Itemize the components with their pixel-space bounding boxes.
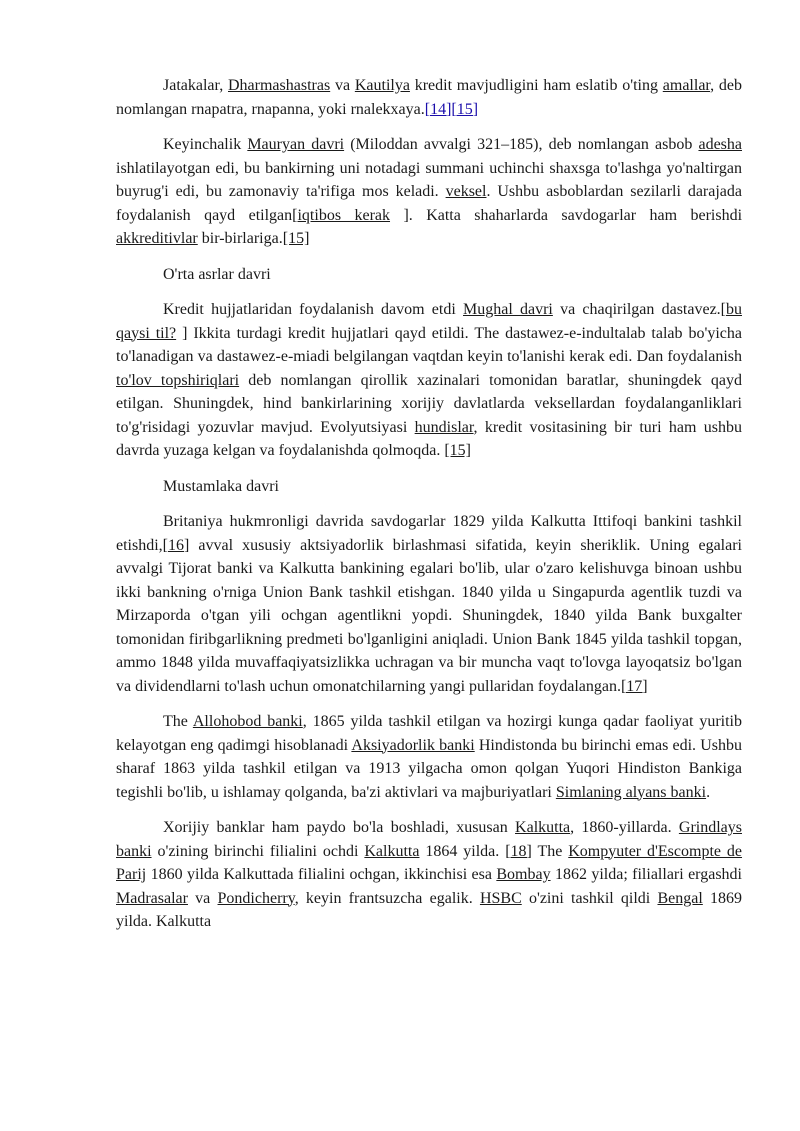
wiki-link[interactable]: [15] — [282, 230, 310, 247]
text-run: kredit mavjudligini ham eslatib o'ting — [409, 77, 663, 94]
wiki-link[interactable]: Allohobod banki — [192, 713, 303, 730]
text-run: O'rta asrlar davri — [163, 265, 271, 283]
body-paragraph — [116, 298, 742, 463]
text-run: o'zining birinchi filialini ochdi — [151, 842, 365, 860]
body-paragraph — [116, 816, 742, 934]
wiki-link[interactable]: Madrasalar — [116, 889, 188, 907]
text-run: ]. Katta shaharlarda savdogarlar ham berishdi — [390, 206, 743, 224]
wiki-link[interactable]: Bombay — [496, 866, 551, 883]
text-run: , deb nomlangan rnapatra, rnapanna, yoki rnalekxaya. — [116, 77, 742, 118]
text-run: avval xususiy aktsiyadorlik birlashmasi sifatida, keyin sheriklik. Uning egalari avvalgi Tijorat banki va Kalkutta bankining egalari bo'lib, ular o'zaro kelishuvga binoan ushbu ikki bankning o'rniga Union Bank tashkil etishgan. 1840 yilda u Singapurda agentlik tuzdi va Mirzaporda o'tgan yili ochgan agentlikni yopdi. Shuningdek, 1840 yilda Bank buxgalter tomonidan firibgarlikning predmeti bo'lganligini aniqladi. Union Bank 1845 yilda tashkil topgan, ammo 1848 yilda muvaffaqiyatsizlikka uchragan va bir muncha vaqt to'lovga layoqatsiz bo'lgan va dividendlarni to'lash uchun omonatchilarning yangi pullaridan foydalangan. — [116, 536, 742, 695]
text-run: 1869 yilda. Kalkutta — [116, 889, 743, 930]
text-run: The — [531, 842, 569, 860]
wiki-link[interactable]: hundislar — [414, 418, 474, 436]
wiki-link[interactable]: Pondicherry — [217, 889, 295, 907]
text-run: Hindistonda bu birinchi emas edi. Ushbu sharaf 1863 yilda tashkil etilgan va 1913 yilgacha omon qolgan Yuqori Hindiston Bankiga tegishli bo'lib, u ishlamay qolganda, ba'zi aktivlari va majburiyatlari — [116, 736, 743, 801]
section-heading — [116, 263, 742, 287]
wiki-link[interactable]: Kautilya — [354, 77, 410, 94]
text-run: va — [330, 77, 355, 94]
text-run: , 1860-yillarda. — [570, 819, 679, 836]
wiki-link[interactable]: adesha — [698, 136, 742, 153]
wiki-link[interactable]: [18] — [505, 842, 532, 860]
wiki-link[interactable]: HSBC — [479, 889, 522, 907]
text-run: 1864 yilda. — [419, 842, 506, 860]
text-run: The — [163, 713, 193, 730]
wiki-link[interactable]: Grindlays banki — [116, 819, 742, 860]
text-run: deb nomlangan qirollik xazinalari tomonidan baratlar, shuningdek qayd etilgan. Shuningdek, hind bankirlarining xorijiy davlatlarda veksellardan foydalanganliklari to'g'risidagi yozuvlar mavjud. Evolyutsiyasi — [116, 371, 742, 436]
wiki-link[interactable]: bu qaysi til? — [116, 301, 742, 342]
wiki-link[interactable]: Simlaning alyans banki — [555, 783, 707, 801]
text-run: Jatakalar, — [163, 77, 228, 94]
wiki-link[interactable]: Kalkutta — [515, 819, 571, 836]
text-run: 1860 yilda Kalkuttada filialini ochgan, ikkinchisi esa — [146, 866, 497, 883]
wiki-link[interactable]: Aksiyadorlik banki — [351, 736, 475, 754]
text-run: (Miloddan avvalgi 321–185), deb nomlangan asbob — [344, 136, 699, 153]
wiki-link[interactable]: Bengal — [657, 889, 703, 907]
wiki-link[interactable]: Dharmashastras — [228, 77, 331, 94]
wiki-link[interactable]: veksel — [445, 183, 487, 200]
wiki-link[interactable]: [15] — [444, 442, 471, 459]
body-paragraph — [116, 710, 742, 804]
text-run: , 1865 yilda tashkil etilgan va hozirgi kunga qadar faoliyat yuritib kelayotgan eng qadimgi hisoblanadi — [116, 713, 742, 754]
text-run: va — [187, 889, 218, 907]
wiki-link[interactable]: akkreditivlar — [116, 230, 198, 247]
text-run: Mustamlaka davri — [163, 477, 279, 495]
wiki-link[interactable]: [16] — [162, 536, 190, 554]
body-paragraph — [116, 133, 742, 251]
wiki-link[interactable]: amallar — [662, 77, 711, 94]
text-run: o'zini tashkil qildi — [521, 889, 658, 907]
text-run: Xorijiy banklar ham paydo bo'la boshladi, xususan — [163, 819, 516, 836]
text-run: ishlatilayotgan edi, bu bankirning uni notadagi summani uchinchi shaxsga to'lashga yo'naltirgan buyrug'i edi, bu zamonaviy ta'rifiga mos keladi. — [116, 159, 742, 200]
text-run: . Ushbu asboblardan sezilarli darajada foydalanish qayd etilgan[ — [116, 183, 742, 224]
wiki-link[interactable]: [17] — [620, 677, 648, 695]
text-run: , keyin frantsuzcha egalik. — [294, 889, 480, 907]
text-run: Keyinchalik — [163, 136, 248, 153]
section-heading — [116, 475, 742, 499]
body-paragraph — [116, 510, 742, 698]
wiki-link[interactable]: Kalkutta — [364, 842, 420, 860]
text-run: Britaniya hukmronligi davrida savdogarlar 1829 yilda Kalkutta Ittifoqi bankini tashkil etishdi, — [116, 513, 742, 554]
wiki-link[interactable]: to'lov topshiriqlari — [116, 371, 240, 389]
wiki-link[interactable]: Mughal davri — [463, 301, 553, 318]
text-run: ] Ikkita turdagi kredit hujjatlari qayd etildi. The dastawez-e-indultalab talab bo'yicha to'lanadigan va dastawez-e-miadi belgilangan vaqtdan keyin to'lanishi kerak edi. Dan foydalanish — [116, 324, 742, 365]
wiki-link[interactable]: iqtibos kerak — [297, 206, 391, 224]
citation-link[interactable]: [14] — [424, 100, 452, 118]
wiki-link[interactable]: Kompyuter d'Escompte de Parij — [116, 842, 743, 883]
wiki-link[interactable]: Mauryan davri — [247, 136, 345, 153]
text-run: , kredit vositasining bir turi ham ushbu davrda yuzaga kelgan va foydalanishda qolmoqda. — [116, 418, 743, 459]
citation-link[interactable]: [15] — [451, 100, 479, 118]
text-run: Kredit hujjatlaridan foydalanish davom etdi — [163, 301, 463, 318]
body-paragraph — [116, 74, 742, 121]
text-run: bir-birlariga. — [197, 230, 283, 247]
text-run: va chaqirilgan dastavez.[ — [552, 301, 726, 318]
text-run: . — [706, 783, 711, 801]
text-run: 1862 yilda; filiallari ergashdi — [550, 866, 742, 883]
document-page — [116, 74, 742, 934]
